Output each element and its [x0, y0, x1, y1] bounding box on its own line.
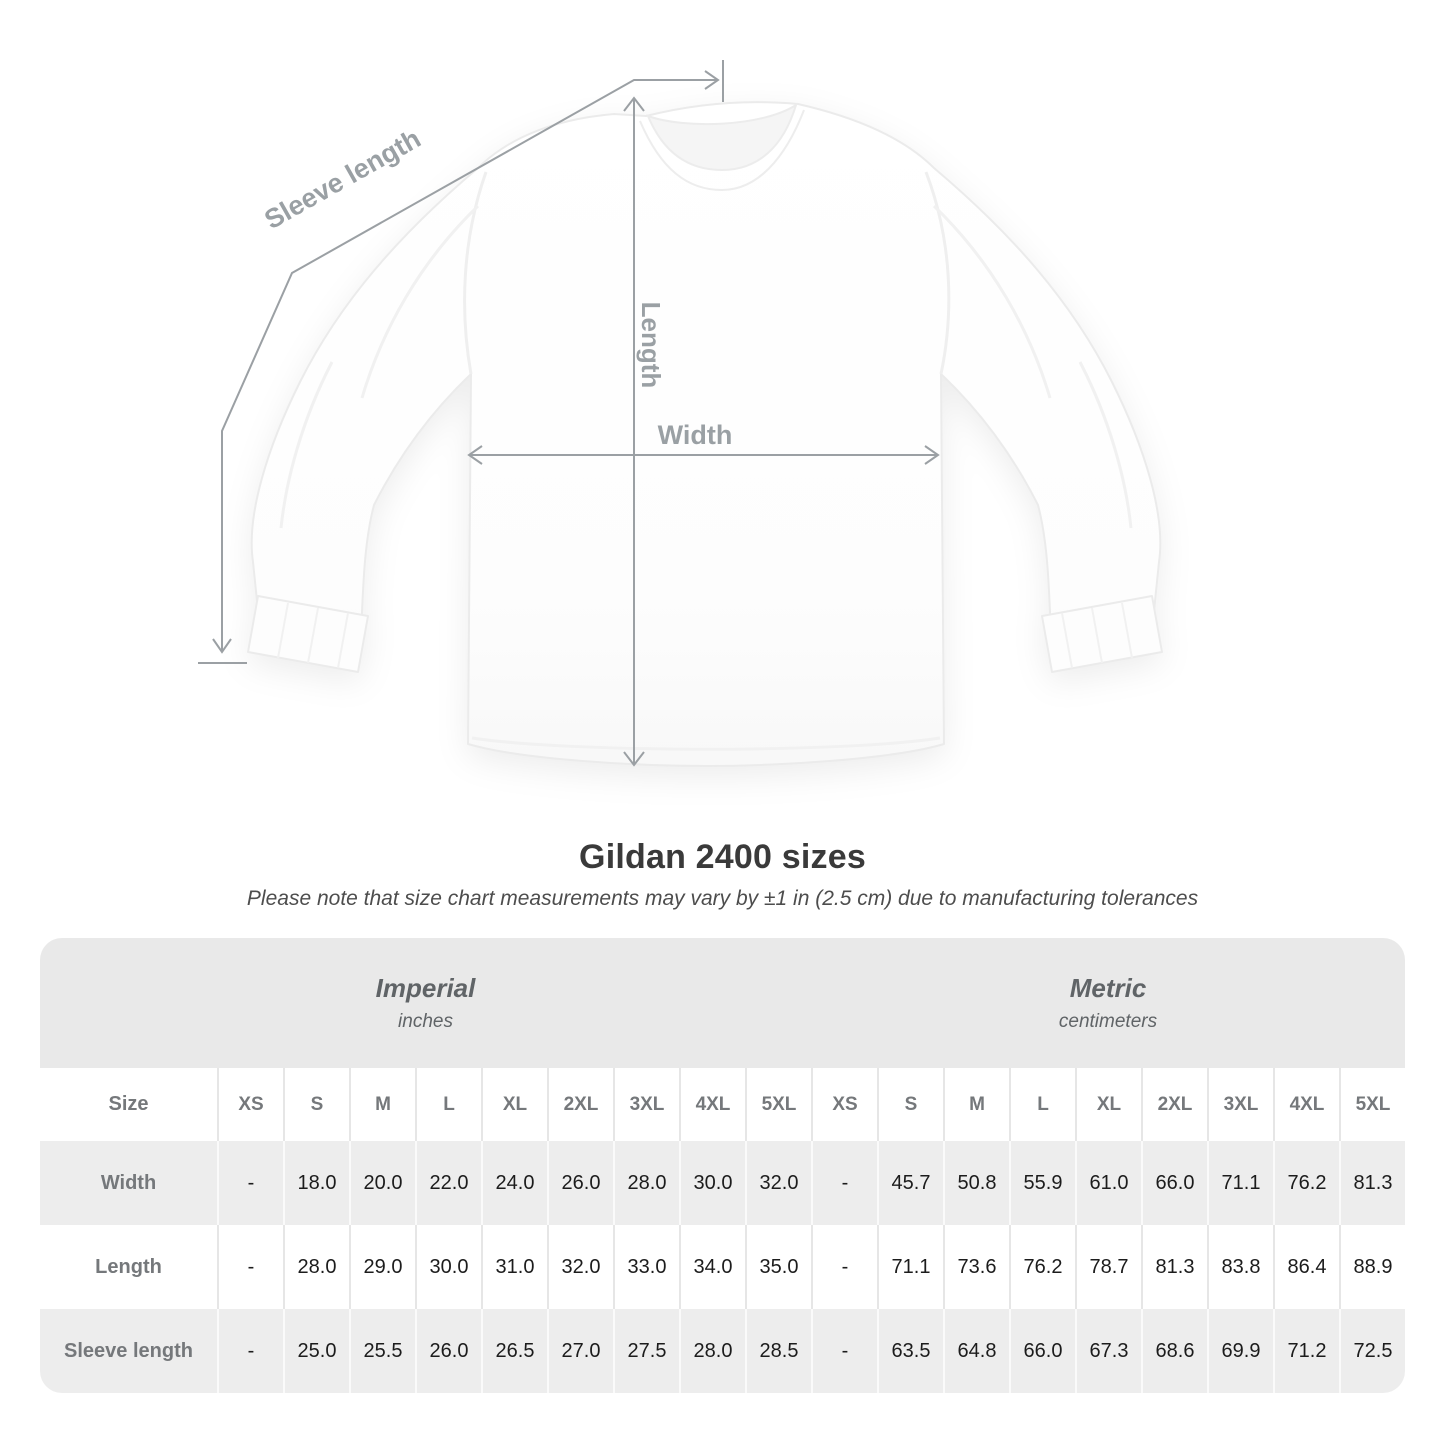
- table-cell: 27.5: [613, 1309, 679, 1393]
- imperial-unit: inches: [398, 1011, 453, 1032]
- table-cell: -: [811, 1225, 877, 1309]
- table-cell: 69.9: [1207, 1309, 1273, 1393]
- col-header-size: Size: [40, 1068, 217, 1141]
- col-header: 3XL: [1207, 1068, 1273, 1141]
- table-cell: 26.0: [415, 1309, 481, 1393]
- table-cell: 76.2: [1273, 1141, 1339, 1225]
- table-cell: 32.0: [745, 1141, 811, 1225]
- table-cell: 32.0: [547, 1225, 613, 1309]
- table-cell: 78.7: [1075, 1225, 1141, 1309]
- col-header: XL: [481, 1068, 547, 1141]
- table-cell: 18.0: [283, 1141, 349, 1225]
- table-cell: -: [217, 1309, 283, 1393]
- table-cell: 81.3: [1141, 1225, 1207, 1309]
- width-label: Width: [657, 420, 733, 450]
- table-cell: 55.9: [1009, 1141, 1075, 1225]
- table-cell: 45.7: [877, 1141, 943, 1225]
- table-cell: 30.0: [415, 1225, 481, 1309]
- table-cell: -: [811, 1309, 877, 1393]
- table-cell: 76.2: [1009, 1225, 1075, 1309]
- table-cell: 71.2: [1273, 1309, 1339, 1393]
- table-cell: 20.0: [349, 1141, 415, 1225]
- imperial-title: Imperial: [375, 973, 476, 1003]
- table-cell: 50.8: [943, 1141, 1009, 1225]
- metric-title: Metric: [1069, 973, 1147, 1003]
- table-cell: 61.0: [1075, 1141, 1141, 1225]
- table-cell: 30.0: [679, 1141, 745, 1225]
- table-cell: 86.4: [1273, 1225, 1339, 1309]
- col-header: L: [1009, 1068, 1075, 1141]
- table-cell: 26.0: [547, 1141, 613, 1225]
- col-header: S: [283, 1068, 349, 1141]
- col-header: S: [877, 1068, 943, 1141]
- col-header: 4XL: [679, 1068, 745, 1141]
- col-header: 5XL: [1339, 1068, 1405, 1141]
- row-label-width: Width: [40, 1141, 217, 1225]
- table-cell: 31.0: [481, 1225, 547, 1309]
- tolerance-note: Please note that size chart measurements may vary by ±1 in (2.5 cm) due to manufacturing tolerances: [246, 887, 1199, 910]
- table-cell: 35.0: [745, 1225, 811, 1309]
- table-cell: 22.0: [415, 1141, 481, 1225]
- table-cell: 71.1: [877, 1225, 943, 1309]
- table-cell: 25.5: [349, 1309, 415, 1393]
- metric-unit: centimeters: [1058, 1011, 1158, 1032]
- col-header: 2XL: [1141, 1068, 1207, 1141]
- table-cell: 28.0: [679, 1309, 745, 1393]
- table-cell: 34.0: [679, 1225, 745, 1309]
- table-cell: 63.5: [877, 1309, 943, 1393]
- table-cell: 26.5: [481, 1309, 547, 1393]
- table-cell: 67.3: [1075, 1309, 1141, 1393]
- size-chart-table: [40, 938, 1405, 1393]
- row-label-length: Length: [40, 1225, 217, 1309]
- row-label-sleeve-length: Sleeve length: [40, 1309, 217, 1393]
- col-header: L: [415, 1068, 481, 1141]
- table-cell: 88.9: [1339, 1225, 1405, 1309]
- table-cell: 28.5: [745, 1309, 811, 1393]
- table-cell: 81.3: [1339, 1141, 1405, 1225]
- col-header: 2XL: [547, 1068, 613, 1141]
- sleeve-length-label: Sleeve length: [259, 123, 426, 236]
- col-header: 5XL: [745, 1068, 811, 1141]
- imperial-header: [40, 938, 811, 1068]
- table-cell: -: [811, 1141, 877, 1225]
- table-cell: 25.0: [283, 1309, 349, 1393]
- col-header: XL: [1075, 1068, 1141, 1141]
- table-cell: 28.0: [613, 1141, 679, 1225]
- table-cell: 68.6: [1141, 1309, 1207, 1393]
- table-cell: 33.0: [613, 1225, 679, 1309]
- metric-header: [811, 938, 1405, 1068]
- table-cell: 27.0: [547, 1309, 613, 1393]
- page-title: Gildan 2400 sizes: [579, 838, 866, 876]
- table-cell: 29.0: [349, 1225, 415, 1309]
- col-header: XS: [811, 1068, 877, 1141]
- length-label: Length: [636, 301, 666, 389]
- col-header: XS: [217, 1068, 283, 1141]
- col-header: 4XL: [1273, 1068, 1339, 1141]
- table-cell: 73.6: [943, 1225, 1009, 1309]
- col-header: 3XL: [613, 1068, 679, 1141]
- table-cell: 83.8: [1207, 1225, 1273, 1309]
- table-cell: 66.0: [1009, 1309, 1075, 1393]
- table-cell: 66.0: [1141, 1141, 1207, 1225]
- table-cell: -: [217, 1141, 283, 1225]
- table-cell: 24.0: [481, 1141, 547, 1225]
- table-cell: 28.0: [283, 1225, 349, 1309]
- table-cell: 71.1: [1207, 1141, 1273, 1225]
- col-header: M: [943, 1068, 1009, 1141]
- col-header: M: [349, 1068, 415, 1141]
- table-cell: -: [217, 1225, 283, 1309]
- table-cell: 72.5: [1339, 1309, 1405, 1393]
- table-cell: 64.8: [943, 1309, 1009, 1393]
